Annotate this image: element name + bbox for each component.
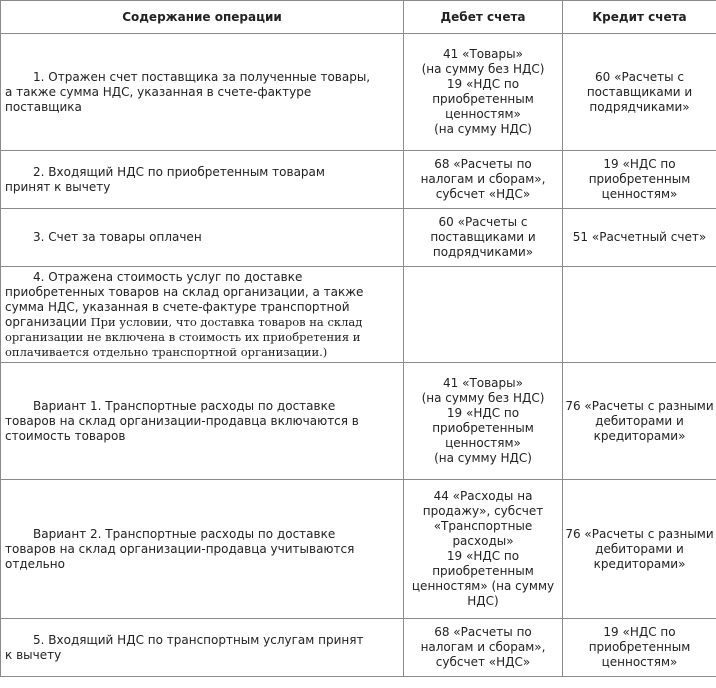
- table-header-row: [1, 1, 716, 34]
- operation-text: 2. Входящий НДС по приобретенным товарам принят к вычету: [5, 164, 325, 194]
- credit-cell: [563, 480, 716, 619]
- operation-cell: [1, 619, 404, 677]
- credit-cell: [563, 363, 716, 480]
- debit-line: 68 «Расчеты по налогам и сборам», субсчет «НДС»: [420, 157, 546, 201]
- operation-cell: [1, 267, 404, 363]
- debit-cell: [404, 480, 563, 619]
- credit-cell: [563, 619, 716, 677]
- operation-cell: [1, 34, 404, 151]
- debit-line: 41 «Товары»: [443, 376, 523, 390]
- credit-line: 60 «Расчеты с поставщиками и подрядчиками»: [586, 69, 693, 114]
- table-row: [1, 480, 716, 619]
- credit-line: 19 «НДС по приобретенным ценностям»: [588, 157, 691, 201]
- debit-cell: [404, 151, 563, 209]
- operation-note: При условии, что доставка товаров на склад организации не включена в стоимость их приобретения и оплачивается отдельно транспортной организации.): [5, 314, 363, 359]
- debit-line: 60 «Расчеты с поставщиками и подрядчиками»: [430, 215, 536, 259]
- debit-line: 68 «Расчеты по налогам и сборам», субсчет «НДС»: [420, 625, 546, 669]
- operation-main-text: 4. Отражена стоимость услуг по доставке приобретенных товаров на склад организации, а также сумма НДС, указанная в счете-фактуре транспортной организации: [5, 269, 364, 329]
- operation-cell: [1, 151, 404, 209]
- header-credit: Кредит счета: [563, 1, 716, 34]
- operation-text: 3. Счет за товары оплачен: [33, 230, 202, 244]
- credit-cell: [563, 267, 716, 363]
- operation-cell: [1, 480, 404, 619]
- debit-cell: [404, 619, 563, 677]
- operation-text: 5. Входящий НДС по транспортным услугам принят к вычету: [5, 632, 364, 662]
- credit-cell: [563, 151, 716, 209]
- credit-line: 19 «НДС по приобретенным ценностям»: [588, 625, 691, 669]
- debit-cell: [404, 363, 563, 480]
- operation-text: Вариант 2. Транспортные расходы по доставке товаров на склад организации-продавца учитываются отдельно: [5, 526, 355, 571]
- operation-text: 1. Отражен счет поставщика за полученные товары, а также сумма НДС, указанная в счете-фактуре поставщика: [5, 69, 371, 114]
- table-row: [1, 34, 716, 151]
- credit-cell: [563, 34, 716, 151]
- header-debit: Дебет счета: [404, 1, 563, 34]
- table-row: [1, 267, 716, 363]
- credit-line: 76 «Расчеты с разными дебиторами и кредиторами»: [565, 526, 714, 571]
- credit-cell: [563, 209, 716, 267]
- table-row: [1, 151, 716, 209]
- debit-line: (на сумму НДС): [434, 451, 532, 465]
- debit-line: 19 «НДС по приобретенным ценностям»: [432, 406, 534, 450]
- operation-cell: [1, 363, 404, 480]
- debit-line: (на сумму без НДС): [421, 62, 545, 76]
- debit-line: 19 «НДС по приобретенным ценностям»: [432, 77, 534, 121]
- operation-cell: [1, 209, 404, 267]
- debit-line: (на сумму НДС): [434, 122, 532, 136]
- operation-text: Вариант 1. Транспортные расходы по доставке товаров на склад организации-продавца включаются в стоимость товаров: [5, 398, 359, 443]
- debit-line: 41 «Товары»: [443, 47, 523, 61]
- debit-line: 19 «НДС по приобретенным ценностям» (на сумму НДС): [411, 549, 555, 608]
- operation-text: [5, 270, 373, 360]
- credit-line: 51 «Расчетный счет»: [572, 230, 707, 244]
- debit-line: (на сумму без НДС): [421, 391, 545, 405]
- credit-line: 76 «Расчеты с разными дебиторами и кредиторами»: [565, 398, 714, 443]
- debit-line: 44 «Расходы на продажу», субсчет «Транспортные расходы»: [422, 489, 544, 548]
- table-row: [1, 363, 716, 480]
- debit-cell: [404, 267, 563, 363]
- table-row: [1, 619, 716, 677]
- table-row: [1, 209, 716, 267]
- header-operation: Содержание операции: [1, 1, 404, 34]
- debit-cell: [404, 209, 563, 267]
- debit-cell: [404, 34, 563, 151]
